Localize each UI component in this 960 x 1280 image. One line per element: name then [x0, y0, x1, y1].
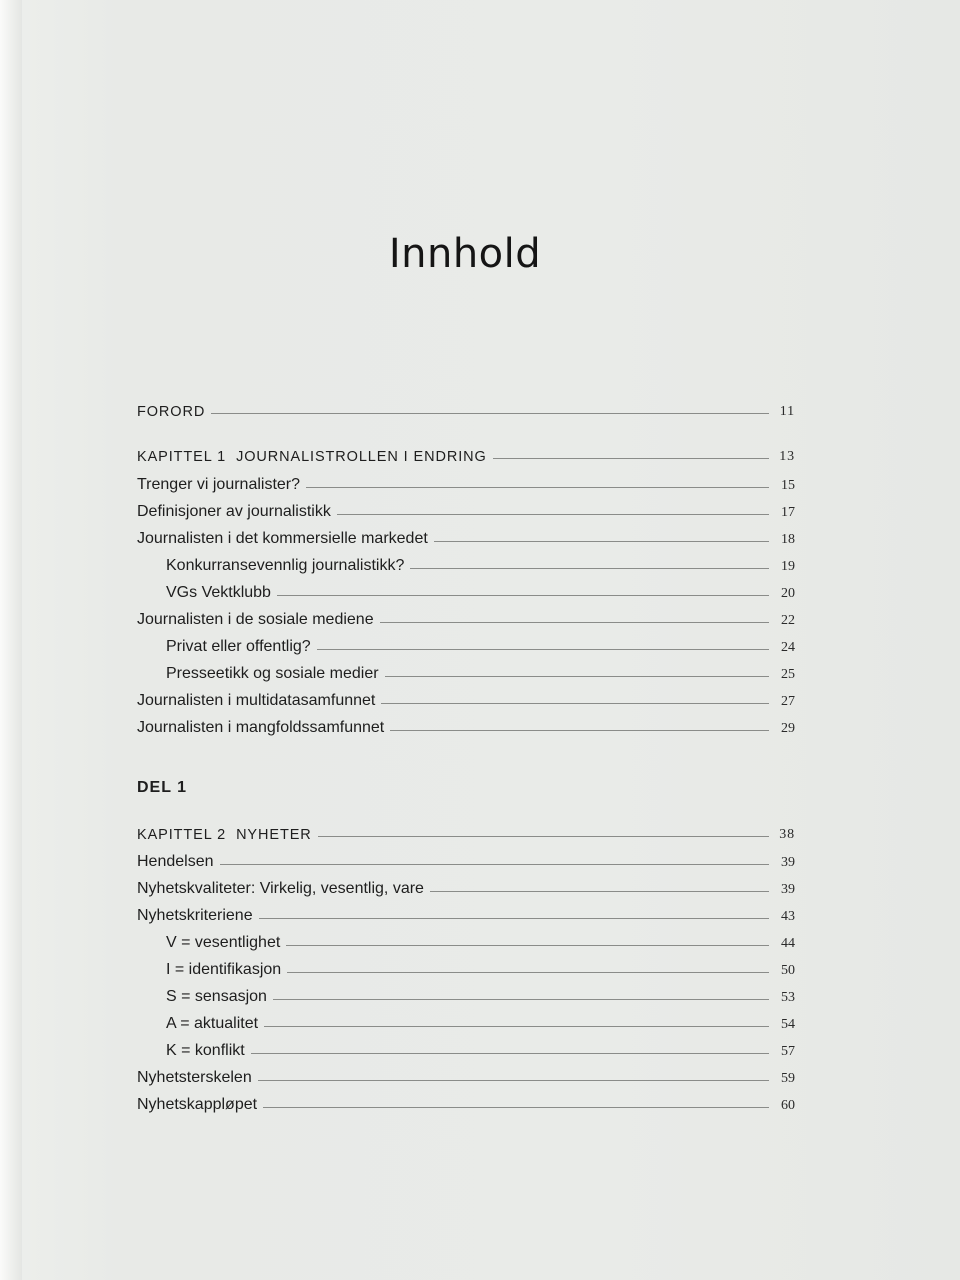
toc-page-number: 60 — [781, 1098, 795, 1113]
toc-entry — [137, 1063, 795, 1087]
toc-entry-label: Definisjoner av journalistikk — [137, 503, 331, 520]
toc-entry — [137, 1090, 795, 1114]
toc-entry-label: Journalisten i mangfoldssamfunnet — [137, 719, 385, 736]
dot-leader — [380, 622, 769, 623]
toc-subentry — [166, 632, 795, 656]
dot-leader — [273, 999, 769, 1000]
toc-entry — [137, 497, 795, 521]
toc-page-number: 57 — [781, 1044, 795, 1059]
dot-leader — [430, 891, 769, 892]
toc-entry-label: Nyhetskriteriene — [137, 907, 253, 924]
dot-leader — [287, 972, 769, 973]
toc-entry-forord — [137, 396, 795, 420]
toc-entry-label: Journalisten i de sosiale mediene — [137, 611, 374, 628]
chapter-number: KAPITTEL 1 — [137, 449, 227, 465]
part-heading: DEL 1 — [137, 779, 188, 796]
page-title: Innhold — [388, 230, 542, 277]
toc-chapter-label — [137, 449, 493, 465]
toc-entry — [137, 524, 795, 548]
dot-leader — [390, 730, 769, 731]
toc-entry-label: V = vesentlighet — [166, 934, 281, 951]
toc-chapter-2-heading — [137, 819, 795, 843]
toc-page-number: 20 — [781, 586, 795, 601]
toc-page-number: 59 — [781, 1071, 795, 1086]
toc-chapter-label — [137, 827, 318, 843]
toc-page-number: 54 — [781, 1017, 795, 1032]
dot-leader — [385, 676, 769, 677]
toc-page-number: 27 — [781, 694, 795, 709]
toc-entry-label: I = identifikasjon — [166, 961, 282, 978]
toc-entry-label: Presseetikk og sosiale medier — [166, 665, 379, 682]
chapter-title: JOURNALISTROLLEN I ENDRING — [236, 449, 487, 465]
toc-entry — [137, 470, 795, 494]
toc-entry-label: VGs Vektklubb — [166, 584, 271, 601]
dot-leader — [220, 864, 770, 865]
dot-leader — [381, 703, 769, 704]
toc-subentry — [166, 1009, 795, 1033]
toc-page-number: 13 — [779, 449, 795, 464]
toc-entry-label: K = konflikt — [166, 1042, 245, 1059]
toc-entry — [137, 847, 795, 871]
page-binding-edge — [0, 0, 22, 1280]
toc-page-number: 18 — [781, 532, 795, 547]
dot-leader — [434, 541, 769, 542]
dot-leader — [259, 918, 769, 919]
toc-chapter-1-heading — [137, 441, 795, 465]
toc-page-number: 39 — [781, 855, 795, 870]
toc-page-number: 53 — [781, 990, 795, 1005]
toc-page-number: 39 — [781, 882, 795, 897]
toc-entry-label: Nyhetsterskelen — [137, 1069, 252, 1086]
dot-leader — [258, 1080, 769, 1081]
toc-entry-label: A = aktualitet — [166, 1015, 259, 1032]
toc-page-number: 38 — [779, 827, 795, 842]
toc-page-number: 24 — [781, 640, 795, 655]
toc-page-number: 29 — [781, 721, 795, 736]
toc-entry-label: Hendelsen — [137, 853, 214, 870]
dot-leader — [318, 836, 769, 837]
toc-entry-label: FORORD — [137, 404, 206, 420]
toc-entry-label: Journalisten i det kommersielle markedet — [137, 530, 428, 547]
dot-leader — [264, 1026, 769, 1027]
toc-subentry — [166, 578, 795, 602]
dot-leader — [493, 458, 769, 459]
chapter-number: KAPITTEL 2 — [137, 827, 227, 843]
dot-leader — [211, 413, 769, 414]
toc-entry-label: Trenger vi journalister? — [137, 476, 301, 493]
toc-page-number: 15 — [781, 478, 795, 493]
dot-leader — [263, 1107, 769, 1108]
toc-page-number: 43 — [781, 909, 795, 924]
toc-entry — [137, 686, 795, 710]
toc-subentry — [166, 659, 795, 683]
dot-leader — [251, 1053, 769, 1054]
toc-entry-label: S = sensasjon — [166, 988, 267, 1005]
toc-subentry — [166, 982, 795, 1006]
dot-leader — [337, 514, 769, 515]
toc-entry-label: Nyhetskvaliteter: Virkelig, vesentlig, vare — [137, 880, 424, 897]
dot-leader — [286, 945, 769, 946]
toc-subentry — [166, 955, 795, 979]
toc-page-number: 19 — [781, 559, 795, 574]
dot-leader — [277, 595, 769, 596]
toc-subentry — [166, 1036, 795, 1060]
toc-entry — [137, 713, 795, 737]
toc-entry — [137, 874, 795, 898]
toc-entry-label: Nyhetskappløpet — [137, 1096, 258, 1113]
dot-leader — [317, 649, 769, 650]
toc-subentry — [166, 928, 795, 952]
toc-entry — [137, 901, 795, 925]
dot-leader — [410, 568, 769, 569]
toc-entry-label: Konkurransevennlig journalistikk? — [166, 557, 405, 574]
toc-entry-label: Journalisten i multidatasamfunnet — [137, 692, 376, 709]
dot-leader — [306, 487, 769, 488]
toc-page-number: 11 — [779, 404, 795, 419]
toc-page-number: 44 — [781, 936, 795, 951]
toc-subentry — [166, 551, 795, 575]
toc-page-number: 50 — [781, 963, 795, 978]
toc-page-number: 17 — [781, 505, 795, 520]
toc-entry-label: Privat eller offentlig? — [166, 638, 311, 655]
toc-page-number: 22 — [781, 613, 795, 628]
chapter-title: NYHETER — [236, 827, 312, 843]
toc-entry — [137, 605, 795, 629]
toc-page-number: 25 — [781, 667, 795, 682]
